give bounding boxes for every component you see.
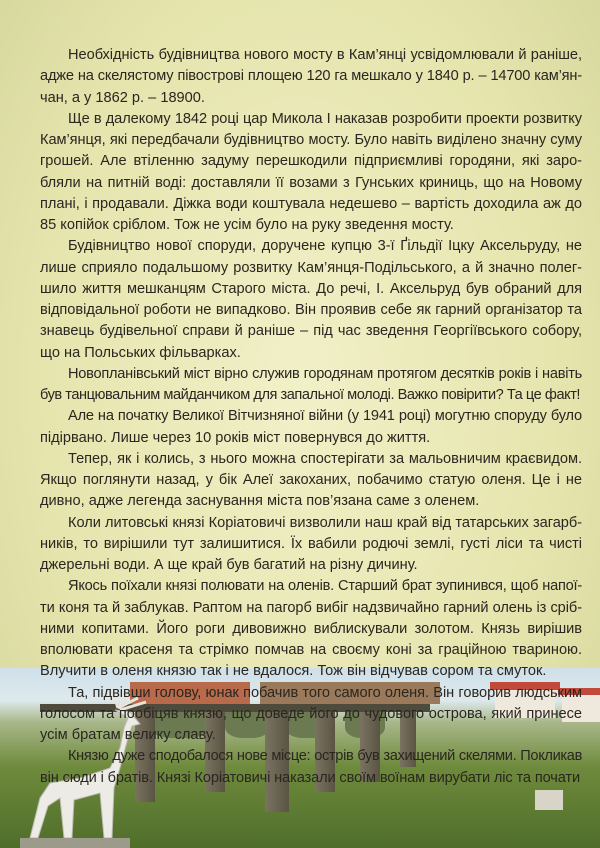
article-text — [40, 45, 582, 789]
text-line: він сюди і братів. Князі Коріатовичі наказали своїм воїнам вирубати ліс та почати — [40, 769, 581, 786]
text-line: голосом та пообіцяв князю, що доведе його до чудового острова, який принесе — [40, 705, 582, 722]
text-line: ними копитами. Його роги дивовижно виблискували золотом. Князь вирішив — [40, 620, 582, 637]
text-line: відповідальної роботи не випадково. Він проявив себе як гарний організатор та — [40, 302, 582, 318]
house — [535, 790, 563, 810]
text-line: Тепер, як і колись, з нього можна спостерігати за мальовничим краєвидом. — [68, 450, 582, 467]
text-line: Ще в далекому 1842 році цар Микола I наказав розробити проекти розвитку — [68, 110, 582, 127]
text-line: Необхідність будівництва нового мосту в Кам’янці усвідомлювали й раніше, — [68, 47, 582, 63]
text-line: шило життя мешканцям Старого міста. До речі, І. Аксельруд був обраний для — [40, 280, 582, 297]
text-line: Влучити в оленя князю так і не вдалося. Тож він відчував сором та смуток. — [40, 663, 547, 680]
text-line: вполювати красеня та стрімко помчав на своєму коні за граційною твариною. — [40, 642, 582, 658]
text-line: дивно, адже легенда заснування міста пов’язана саме з оленем. — [40, 493, 480, 510]
text-line: чан, а у 1862 р. – 18900. — [40, 89, 205, 106]
text-line: Якось поїхали князі полювати на оленів. Старший брат зупинився, щоб напої- — [68, 578, 582, 595]
text-line: Будівництво нової споруди, доручене купцю 3-ї Ґільдії Іцку Аксельруду, не — [68, 238, 582, 255]
text-line: знавець будівельної справи й раніше – під час зведення Георгіївського собору, — [40, 323, 582, 340]
text-line: Князю дуже сподобалося нове місце: острів був захищений скелями. Покликав — [68, 748, 582, 765]
text-line: ників, то вирішили тут залишитися. Їх вабили родючі землі, густі ліси та чисті — [40, 535, 582, 552]
text-line: джерельні води. А ще край був багатий на різну дичину. — [40, 557, 418, 573]
text-line: Новопланівський міст вірно служив городянам протягом десятків років і навіть — [68, 365, 582, 382]
text-line: підірвано. Лише через 10 років міст повернувся до життя. — [40, 429, 431, 446]
text-line: Та, підвівши голову, юнак побачив того самого оленя. Він говорив людським — [68, 684, 582, 701]
text-line: що на Польських фільварках. — [40, 344, 241, 361]
text-line: Але на початку Великої Вітчизняної війни (у 1941 році) могутню споруду було — [68, 408, 582, 425]
text-line: лише сприяло подальшому розвитку Кам’янця-Подільського, а й значно полег- — [40, 259, 582, 276]
text-line: Якщо поглянути назад, у бік Алеї закоханих, побачимо статую оленя. Це і не — [40, 472, 582, 488]
text-line: ти коня та й заблукав. Раптом на пагорб вибіг надзвичайно гарний олень із сріб- — [40, 599, 582, 616]
text-line: плані, і продавали. Діжка води коштувала недешево – вартість доходила аж до — [40, 195, 582, 212]
text-line: бляли на питній воді: доставляли її возами з Гунських криниць, що на Новому — [40, 174, 582, 191]
text-line: 85 копійок сріблом. Тож не усім було на руку зведення мосту. — [40, 217, 454, 233]
text-line: адже на скелястому півострові площею 120 га мешкало у 1840 р. – 14700 кам’ян- — [40, 68, 582, 85]
text-line: був танцювальним майданчиком для запальної молоді. Важко повірити? Та це факт! — [40, 387, 581, 403]
text-line: грошей. Але втіленню задуму перешкодили підприємливі городяни, які заро- — [40, 153, 582, 170]
text-line: усім братам велику славу. — [40, 727, 216, 743]
text-line: Кам’янця, які передбачали будівництво мосту. Було навіть виділено значну суму — [40, 132, 582, 148]
text-line: Коли литовські князі Коріатовичі визволили наш край від татарських загарб- — [68, 514, 582, 531]
